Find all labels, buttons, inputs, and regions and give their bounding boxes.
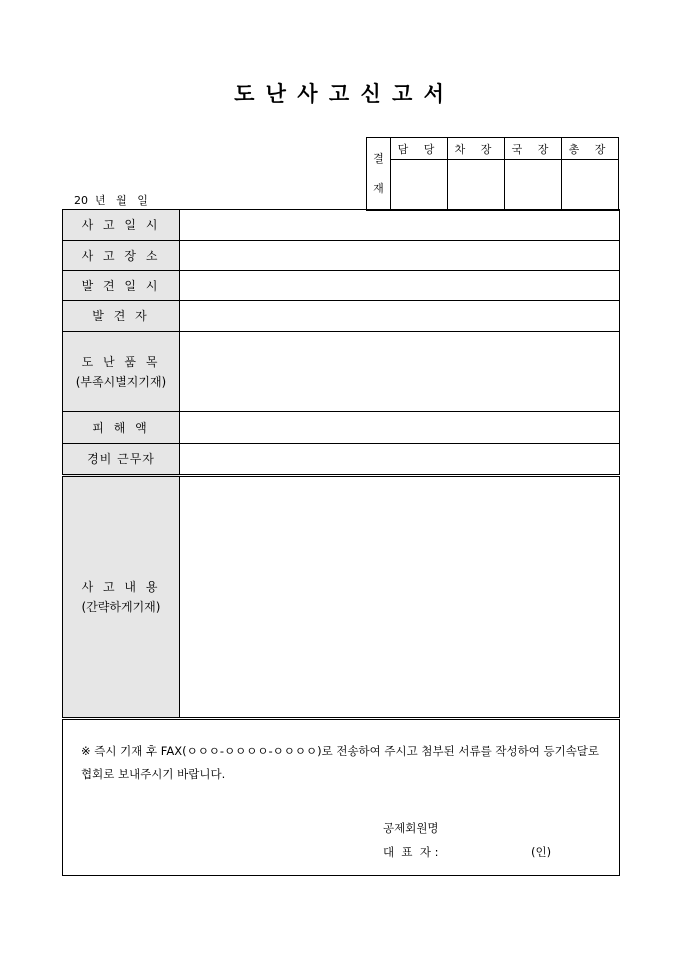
approval-header-president: 총 장 — [562, 138, 619, 160]
label-accident-details-note: (간략하게기재) — [81, 600, 161, 614]
label-accident-details: 사 고 내 용 (간략하게기재) — [63, 476, 180, 718]
representative-label: 대 표 자 : — [383, 845, 439, 859]
report-form-table — [62, 209, 620, 718]
label-security-staff: 경비 근무자 — [63, 444, 180, 476]
input-stolen-items[interactable] — [180, 332, 620, 412]
member-name-label: 공제회원명 — [383, 821, 439, 835]
label-discovery-datetime: 발 견 일 시 — [63, 271, 180, 301]
approval-header-manager: 담 당 — [391, 138, 448, 160]
approval-header-director: 국 장 — [505, 138, 562, 160]
seal-label: (인) — [531, 845, 552, 859]
approval-sign-deputy[interactable] — [448, 160, 505, 211]
input-damage-amount[interactable] — [180, 412, 620, 444]
label-accident-datetime: 사 고 일 시 — [63, 210, 180, 241]
approval-sign-president[interactable] — [562, 160, 619, 211]
report-date: 20 년 월 일 — [74, 194, 148, 207]
page-title: 도 난 사 고 신 고 서 — [234, 81, 446, 106]
input-discovery-datetime[interactable] — [180, 271, 620, 301]
input-accident-datetime[interactable] — [180, 210, 620, 241]
label-stolen-items-note: (부족시별지기재) — [75, 374, 167, 389]
label-discoverer: 발 견 자 — [63, 301, 180, 332]
approval-header-deputy: 차 장 — [448, 138, 505, 160]
input-accident-place[interactable] — [180, 241, 620, 271]
label-stolen-items: 도 난 품 목 (부족시별지기재) — [63, 332, 180, 412]
input-discoverer[interactable] — [180, 301, 620, 332]
input-accident-details[interactable] — [180, 476, 620, 718]
approval-sign-manager[interactable] — [391, 160, 448, 211]
approval-table — [366, 137, 619, 211]
label-damage-amount: 피 해 액 — [63, 412, 180, 444]
notice-text: ※ 즉시 기재 후 FAX(ㅇㅇㅇ-ㅇㅇㅇㅇ-ㅇㅇㅇㅇ)로 전송하여 주시고 첨부된 서류를 작성하여 등기속달로 협회로 보내주시기 바랍니다. — [81, 744, 600, 781]
approval-sign-director[interactable] — [505, 160, 562, 211]
notice-box — [62, 719, 620, 876]
input-security-staff[interactable] — [180, 444, 620, 476]
approval-label: 결 재 — [367, 138, 391, 211]
label-accident-place: 사 고 장 소 — [63, 241, 180, 271]
